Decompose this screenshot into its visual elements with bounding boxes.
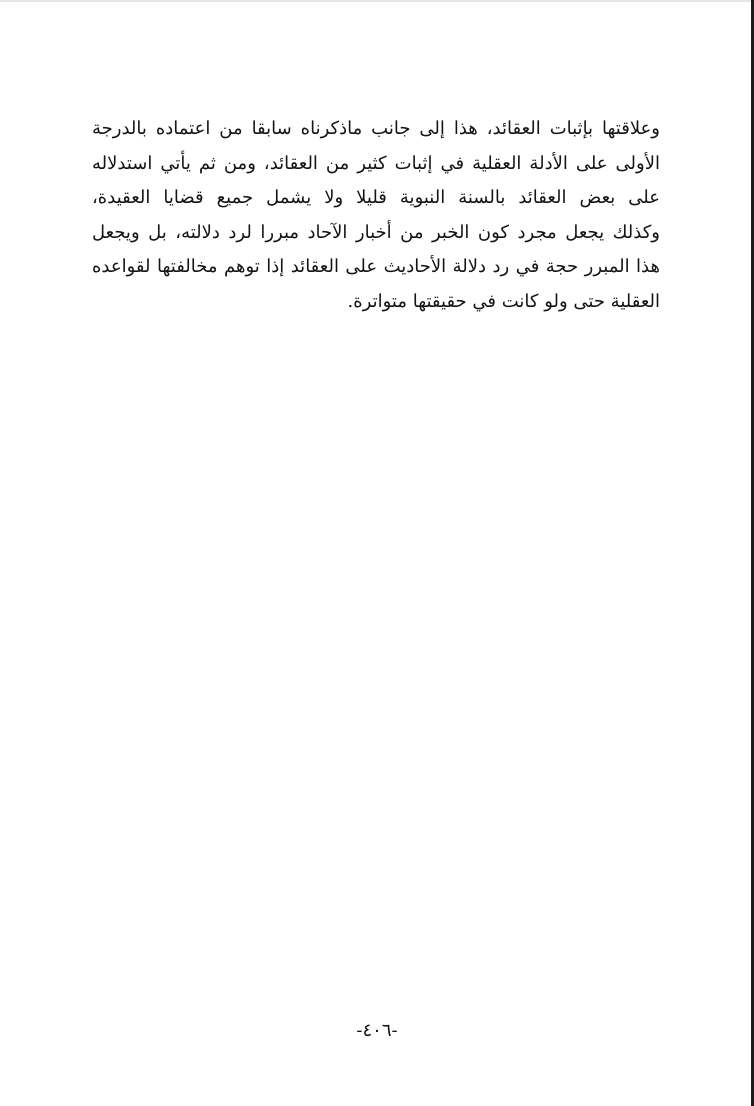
body-paragraph xyxy=(92,112,660,320)
page-number: -٤٠٦- xyxy=(356,1020,398,1041)
paragraph-line-6: العقلية حتى ولو كانت في حقيقتها متواترة. xyxy=(347,290,660,312)
scan-edge-top xyxy=(0,0,754,2)
paragraph-line-2: الأولى على الأدلة العقلية في إثبات كثير من العقائد، ومن ثم يأتي استدلاله xyxy=(92,152,660,174)
paragraph-line-5: هذا المبرر حجة في رد دلالة الأحاديث على العقائد إذا توهم مخالفتها لقواعده xyxy=(92,256,660,278)
paragraph-line-3: على بعض العقائد بالسنة النبوية قليلا ولا يشمل جميع قضايا العقيدة، xyxy=(92,187,660,209)
paragraph-line-1: وعلاقتها بإثبات العقائد، هذا إلى جانب ماذكرناه سابقا من اعتماده بالدرجة xyxy=(92,118,660,139)
paragraph-line-4: وكذلك يجعل مجرد كون الخبر من أخبار الآحاد مبررا لرد دلالته، بل ويجعل xyxy=(92,221,660,243)
